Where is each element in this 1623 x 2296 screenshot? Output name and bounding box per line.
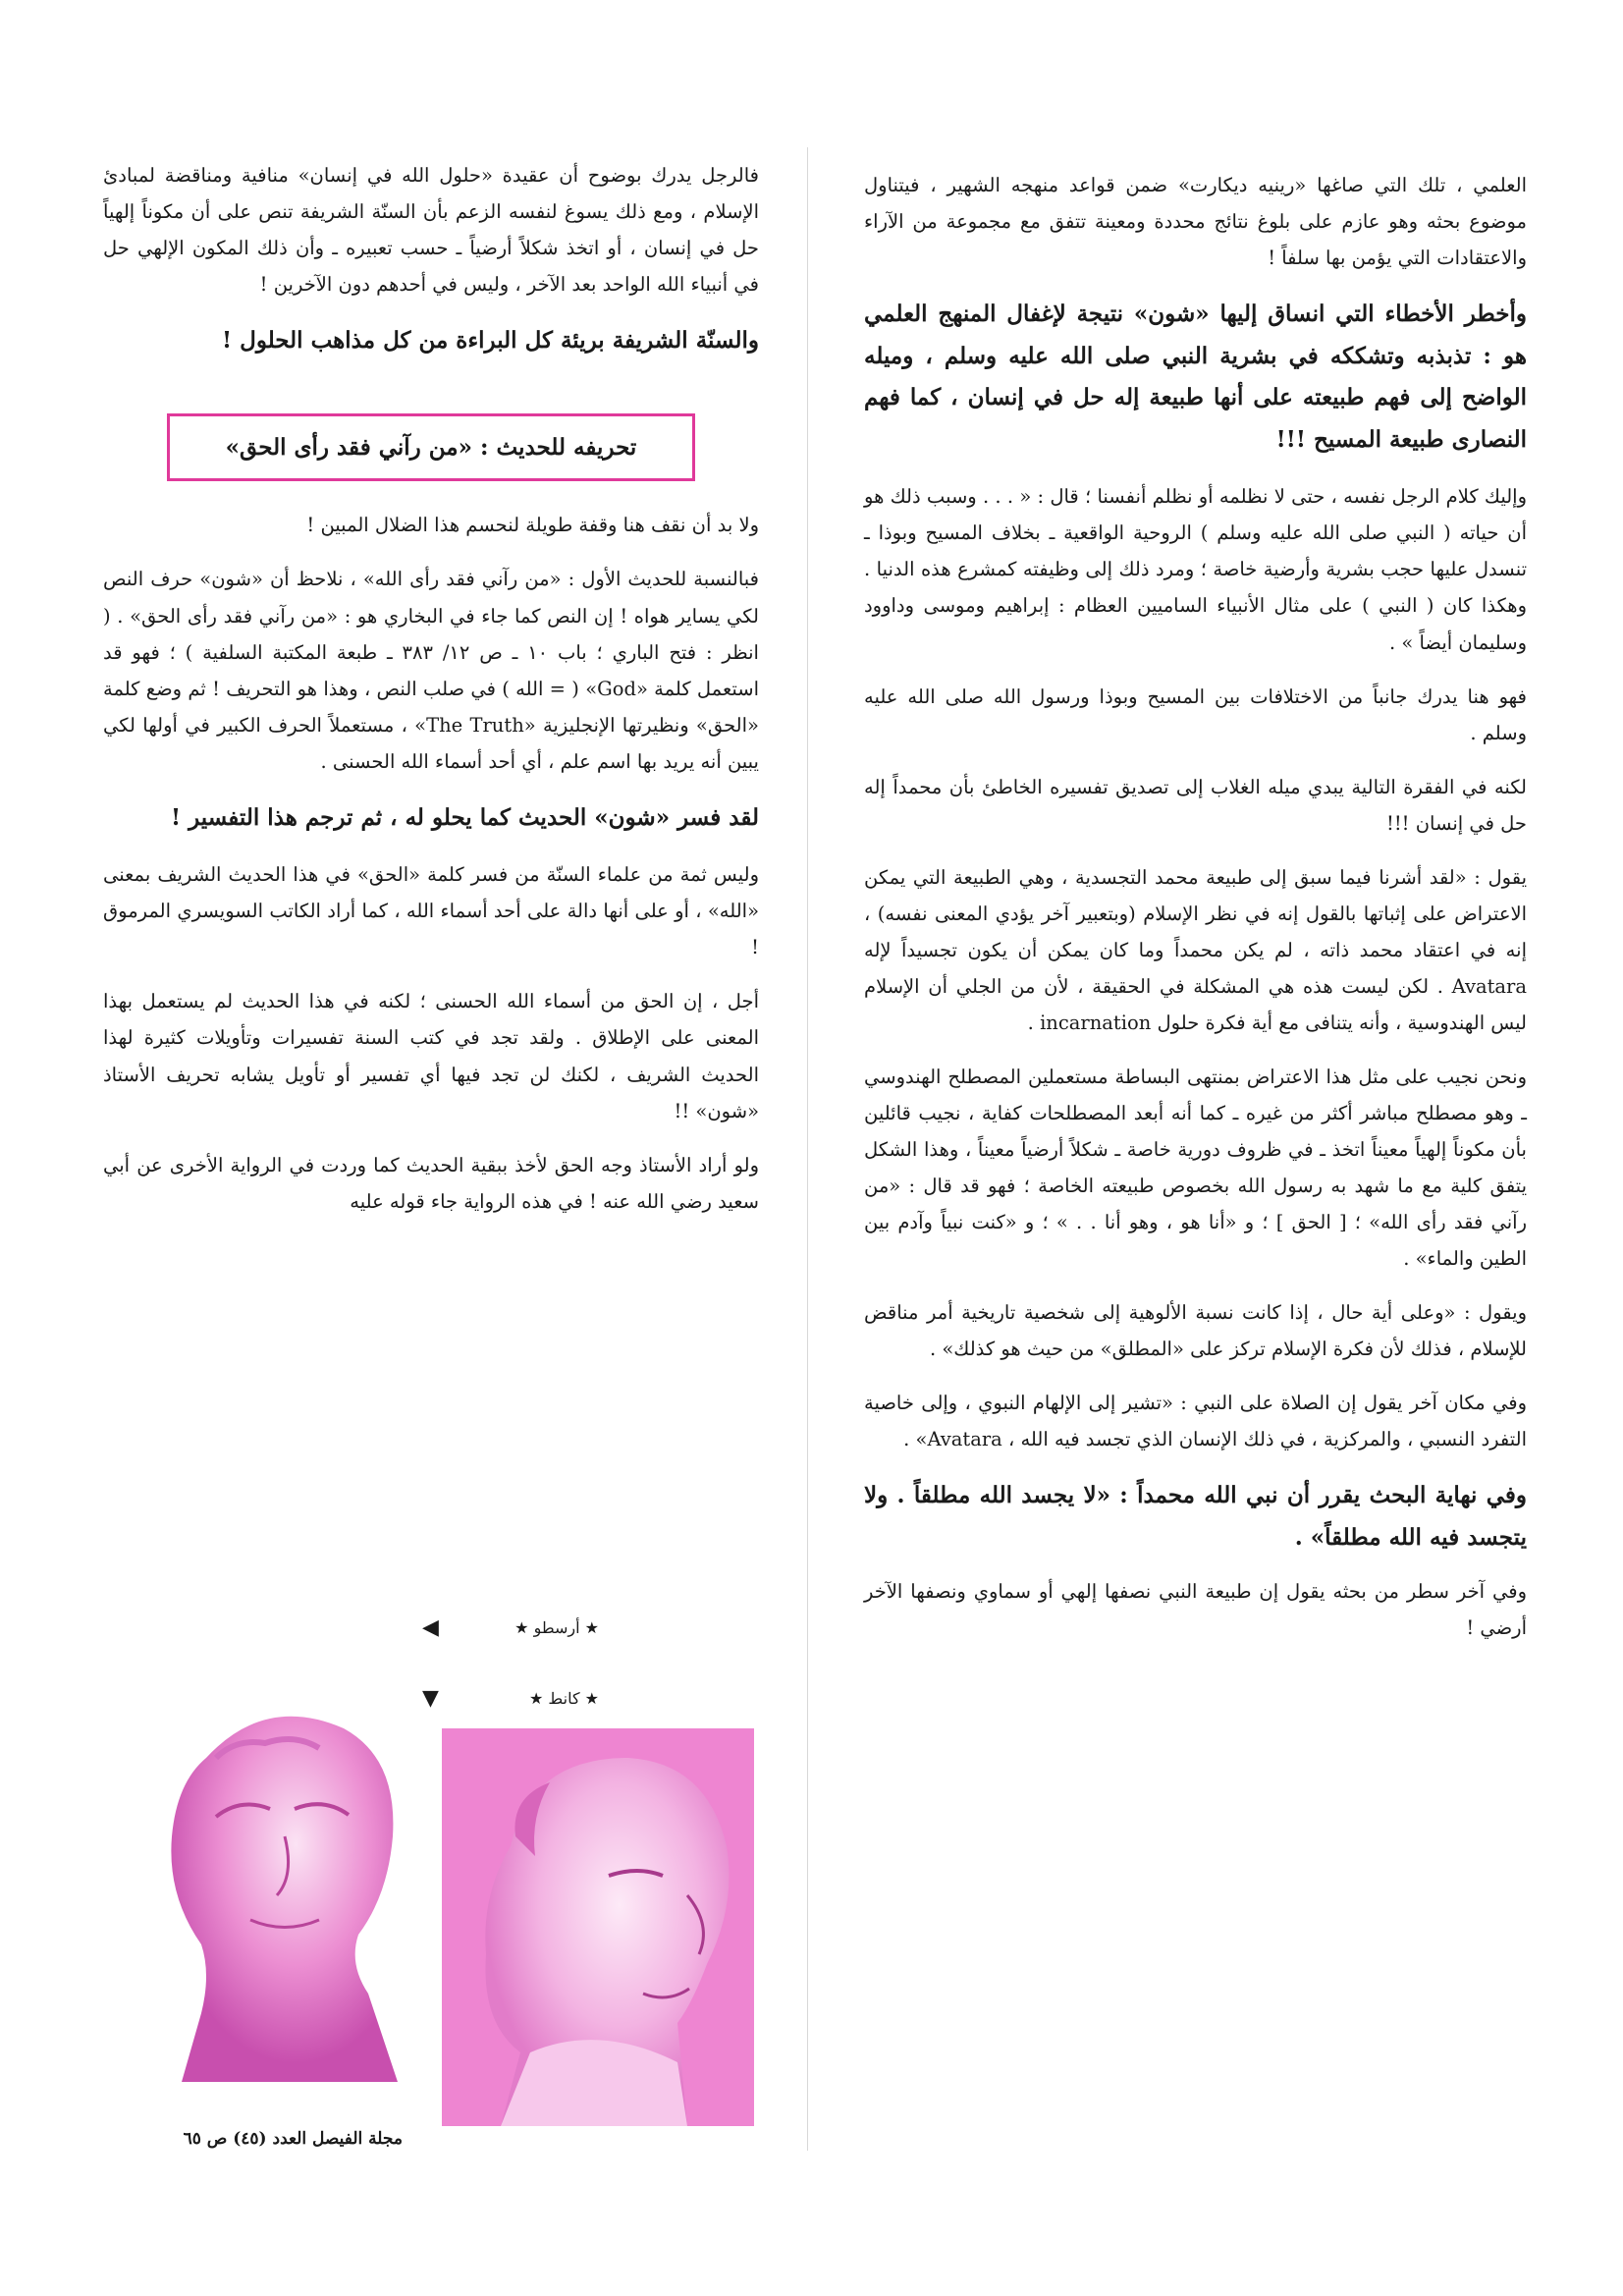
bold-paragraph: والسنّة الشريفة بريئة كل البراءة من كل مذاهب الحلول ! [222,327,759,355]
right-column [864,167,1527,1664]
paragraph: ونحن نجيب على مثل هذا الاعتراض بمنتهى البساطة مستعملين المصطلح الهندوسي ـ وهو مصطلح مباشر أكثر من غيره ـ كما أنه أبعد المصطلحات كفاية ، نجيب قائلين بأن مكوناً إلهياً معيناً اتخذ ـ في ظروف دورية خاصة ـ شكلاً أرضياً معيناً ، وهذا الشكل يتفق كلية مع ما شهد به رسول الله بخصوص طبيعته الخاصة ؛ فهو قد قال : «من رآني فقد رأى الله» ؛ [ الحق ] ؛ و «أنا هو ، وهو أنا . . » ؛ و «كنت نبياً وآدم بين الطين والماء» . [864,1065,1527,1271]
arrow-down-icon: ▼ [422,1686,439,1712]
paragraph: فبالنسبة للحديث الأول : «من رآني فقد رأى الله» ، نلاحظ أن «شون» حرف النص لكي يساير هواه ! إن النص كما جاء في البخاري هو : «من رآني فقد رأى الحق» . ( انظر : فتح الباري ؛ باب ١٠ ـ ص ١٢/ ٣٨٣ ـ طبعة المكتبة السلفية ) ؛ فهو قد استعمل كلمة «God» ( = الله ) في صلب النص ، وهذا هو التحريف ! ثم وضع كلمة «الحق» ونظيرتها الإنجليزية «The Truth» ، مستعملاً الحرف الكبير في أولها لكي يبين أنه يريد بها اسم علم ، أي أحد أسماء الله الحسنى . [103,568,759,773]
bold-paragraph: لقد فسر «شون» الحديث كما يحلو له ، ثم ترجم هذا التفسير ! [171,803,759,831]
paragraph: وفي مكان آخر يقول إن الصلاة على النبي : «تشير إلى الإلهام النبوي ، وإلى خاصية التفرد النسبي ، والمركزية ، في ذلك الإنسان الذي تجسد فيه الله ، Avatara» . [864,1392,1527,1451]
paragraph: وليس ثمة من علماء السنّة من فسر كلمة «الحق» في هذا الحديث الشريف بمعنى «الله» ، أو على أنها دالة على أحد أسماء الله ، كما أراد الكاتب السويسري المرموق ! [103,863,759,959]
paragraph: ولا بد أن نقف هنا وقفة طويلة لنحسم هذا الضلال المبين ! [306,514,759,537]
section-title-box [167,413,695,482]
paragraph: العلمي ، تلك التي صاغها «رينيه ديكارت» ضمن قواعد منهجه الشهير ، فيتناول موضوع بحثه وهو عازم على بلوغ نتائج محددة ومعينة تتفق مع مجموعة من الآراء والاعتقادات التي يؤمن بها سلفاً ! [864,174,1527,270]
kant-portrait-drawing [442,1728,754,2126]
aristotle-bust-image [147,1699,412,2082]
paragraph: وفي آخر سطر من بحثه يقول إن طبيعة النبي نصفها إلهي أو سماوي ونصفها الآخر أرضي ! [864,1579,1527,1639]
paragraph: ويقول : «وعلى أية حال ، إذا كانت نسبة الألوهية إلى شخصية تاريخية أمر مناقض للإسلام ، فذلك لأن فكرة الإسلام تركز على «المطلق» من حيث هو كذلك» . [864,1301,1527,1361]
kant-portrait-image [442,1728,754,2126]
caption-row-aristotle [422,1611,599,1646]
paragraph: فهو هنا يدرك جانباً من الاختلافات بين المسيح وبوذا ورسول الله صلى الله عليه وسلم . [864,684,1527,744]
caption-row-kant [422,1681,599,1717]
page-footer: مجلة الفيصل العدد (٤٥) ص ٦٥ [183,2129,403,2149]
column-divider [807,147,808,2151]
bold-paragraph: وأخطر الأخطاء التي انساق إليها «شون» نتيجة لإغفال المنهج العلمي هو : تذبذبه وتشككه في بشرية النبي صلى الله عليه وسلم ، وميله الواضح إلى فهم طبيعته على أنها طبيعة إله حل في إنسان ، كما فهم النصارى طبيعة المسيح !!! [864,301,1527,453]
portrait-captions [422,1611,599,1717]
aristotle-bust-drawing [147,1699,412,2082]
caption-kant: ★ كانط ★ [529,1689,599,1709]
paragraph: فالرجل يدرك بوضوح أن عقيدة «حلول الله في إنسان» منافية ومناقضة لمبادئ الإسلام ، ومع ذلك يسوغ لنفسه الزعم بأن السنّة الشريفة تنص على أن مكوناً إلهياً حل في إنسان ، أو اتخذ شكلاً أرضياً ـ حسب تعبيره ـ وأن ذلك المكون الإلهي حل في أنبياء الله الواحد بعد الآخر ، وليس في أحدهم دون الآخرين ! [103,164,759,297]
paragraph: ولو أراد الأستاذ وجه الحق لأخذ ببقية الحديث كما وردت في الرواية الأخرى عن أبي سعيد رضي الله عنه ! في هذه الرواية جاء قوله عليه [103,1153,759,1213]
bold-paragraph: وفي نهاية البحث يقرر أن نبي الله محمداً : «لا يجسد الله مطلقاً . ولا يتجسد فيه الله مطلقاً» . [864,1482,1527,1551]
paragraph: لكنه في الفقرة التالية يبدي ميله الغلاب إلى تصديق تفسيره الخاطئ بأن محمداً إله حل في إنسان !!! [864,775,1527,835]
caption-aristotle: ★ أرسطو ★ [514,1618,599,1638]
paragraph: وإليك كلام الرجل نفسه ، حتى لا نظلمه أو نظلم أنفسنا ؛ قال : « . . . وسبب ذلك هو أن حياته ( النبي صلى الله عليه وسلم ) الروحية الواقعية ـ بخلاف المسيح وبوذا ـ تنسدل عليها حجب بشرية وأرضية خاصة ؛ ومرد ذلك إلى وظيفته كمشرع هذه الدنيا . وهكذا كان ( النبي ) على مثال الأنبياء الساميين العظام : إبراهيم وموسى وداوود وسليمان أيضاً » . [864,485,1527,654]
section-title: تحريفه للحديث : «من رآني فقد رأى الحق» [225,433,637,461]
arrow-left-icon: ◀ [422,1615,439,1641]
left-column [103,157,759,1237]
paragraph: يقول : «لقد أشرنا فيما سبق إلى طبيعة محمد التجسدية ، وهي الطبيعة التي يمكن الاعتراض على إثباتها بالقول إنه في نظر الإسلام (وبتعبير آخر يؤدي المعنى نفسه) ، إنه في اعتقاد محمد ذاته ، لم يكن محمداً وما كان يمكن أن يكون تجسيداً لإله Avatara . لكن ليست هذه هي المشكلة في الحقيقة ، لأن من الجلي أن الإسلام ليس الهندوسية ، وأنه يتنافى مع أية فكرة حلول incarnation . [864,865,1527,1034]
paragraph: أجل ، إن الحق من أسماء الله الحسنى ؛ لكنه في هذا الحديث لم يستعمل بهذا المعنى على الإطلاق . ولقد تجد في كتب السنة تفسيرات وتأويلات كثيرة لهذا الحديث الشريف ، لكنك لن تجد فيها أي تفسير أو تأويل يشابه تحريف الأستاذ «شون» !! [103,990,759,1122]
